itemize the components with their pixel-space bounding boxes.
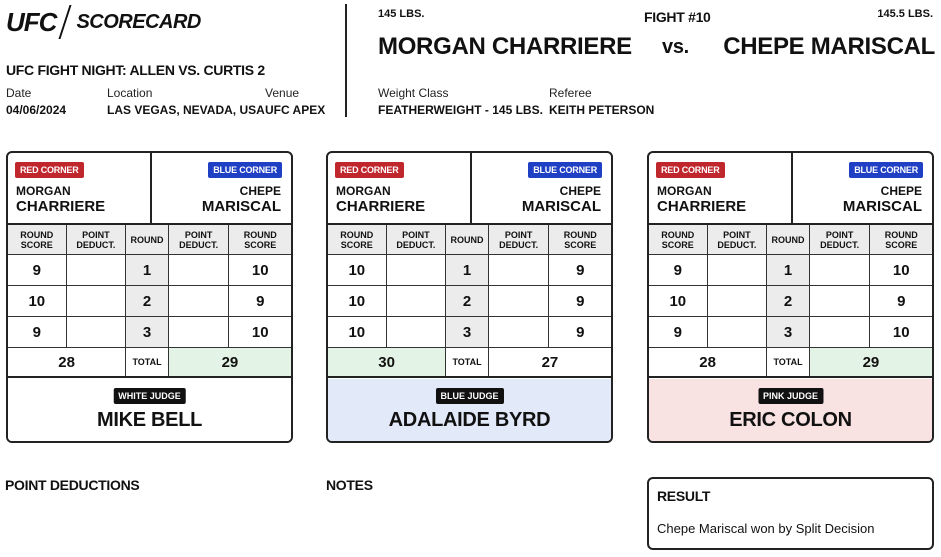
red-round-score: 10	[328, 286, 387, 316]
result-text: Chepe Mariscal won by Split Decision	[657, 521, 875, 536]
total-row	[649, 348, 932, 378]
judge-panel	[8, 379, 291, 443]
total-label	[446, 348, 489, 376]
blue-point-deduct	[169, 255, 230, 285]
round-row	[649, 255, 932, 286]
total-row	[328, 348, 611, 378]
location-label: Location	[107, 86, 153, 100]
blue-point-deduct	[489, 317, 550, 347]
red-point-deduct	[387, 286, 447, 316]
judge-panel	[328, 379, 611, 443]
red-corner-badge: RED CORNER	[335, 162, 404, 178]
red-first-name: MORGAN	[16, 184, 71, 198]
blue-total-value: 27	[541, 353, 559, 371]
round-row	[328, 317, 611, 348]
red-point-deduct	[387, 255, 447, 285]
blue-total-score	[489, 348, 611, 376]
blue-point-deduct	[489, 255, 550, 285]
blue-point-deduct	[810, 286, 871, 316]
blue-fighter-name: CHEPE MARISCAL	[723, 33, 935, 60]
fight-number: FIGHT #10	[644, 9, 711, 25]
judge-badge: PINK JUDGE	[758, 388, 823, 404]
red-round-score: 9	[649, 255, 708, 285]
score-table	[8, 225, 291, 378]
judge-scorecard	[6, 151, 293, 443]
round-number: 2	[767, 286, 810, 316]
judge-name: ADALAIDE BYRD	[388, 409, 551, 431]
total-label-text: TOTAL	[773, 357, 803, 367]
blue-corner-badge: BLUE CORNER	[208, 162, 282, 178]
blue-point-deduct	[810, 317, 871, 347]
red-first-name: MORGAN	[336, 184, 391, 198]
blue-corner-badge: BLUE CORNER	[849, 162, 923, 178]
header-divider	[470, 153, 472, 225]
judge-name: ERIC COLON	[729, 409, 852, 431]
blue-round-score: 10	[892, 323, 910, 341]
blue-round-score: 10	[892, 261, 910, 279]
date-label: Date	[6, 86, 32, 100]
round-number: 2	[126, 286, 169, 316]
blue-first-name: CHEPE	[559, 184, 601, 198]
red-corner-badge: RED CORNER	[15, 162, 84, 178]
total-row	[8, 348, 291, 378]
red-point-deduct	[708, 286, 768, 316]
referee-value: KEITH PETERSON	[549, 103, 655, 117]
score-table-header	[8, 225, 291, 255]
result-heading: RESULT	[657, 488, 711, 504]
round-row	[649, 317, 932, 348]
red-round-score: 10	[328, 255, 387, 285]
round-number: 1	[126, 255, 169, 285]
blue-corner-badge: BLUE CORNER	[528, 162, 602, 178]
total-label-text: TOTAL	[132, 357, 162, 367]
ufc-logo-text: UFC	[6, 6, 57, 37]
blue-last-name: MARISCAL	[842, 198, 922, 215]
total-label-text: TOTAL	[452, 357, 482, 367]
score-table	[649, 225, 932, 378]
blue-last-name: MARISCAL	[201, 198, 281, 215]
blue-round-score-header: ROUND SCORE	[884, 229, 918, 250]
event-title: UFC FIGHT NIGHT: ALLEN VS. CURTIS 2	[6, 62, 265, 78]
result-box	[647, 477, 934, 550]
round-row	[649, 286, 932, 317]
date-value: 04/06/2024	[6, 103, 67, 117]
blue-round-score: 9	[576, 261, 585, 279]
round-row	[328, 286, 611, 317]
referee-label: Referee	[549, 86, 592, 100]
weight-class-value: FEATHERWEIGHT - 145 LBS.	[378, 103, 543, 117]
blue-round-score-header: ROUND SCORE	[243, 229, 277, 250]
red-point-deduct	[387, 317, 447, 347]
blue-point-deduct-header: POINT DEDUCT.	[169, 225, 230, 254]
blue-first-name: CHEPE	[239, 184, 281, 198]
venue-label: Venue	[265, 86, 300, 100]
blue-round-score: 9	[897, 292, 906, 310]
red-round-score-header: ROUND SCORE	[328, 225, 387, 254]
blue-fighter-weight: 145.5 LBS.	[877, 8, 933, 20]
round-row	[8, 317, 291, 348]
total-label	[126, 348, 169, 376]
red-round-score: 10	[328, 317, 387, 347]
point-deductions-heading: POINT DEDUCTIONS	[5, 477, 140, 493]
blue-round-score: 9	[256, 292, 265, 310]
blue-last-name: MARISCAL	[521, 198, 601, 215]
red-round-score-header: ROUND SCORE	[649, 225, 708, 254]
round-header: ROUND	[767, 225, 810, 254]
score-table-header	[649, 225, 932, 255]
red-round-score: 10	[649, 286, 708, 316]
blue-point-deduct	[810, 255, 871, 285]
judge-badge: WHITE JUDGE	[113, 388, 186, 404]
red-point-deduct	[708, 317, 768, 347]
ufc-scorecard-logo	[6, 4, 201, 40]
red-round-score: 9	[649, 317, 708, 347]
round-header: ROUND	[446, 225, 489, 254]
red-fighter-card-name	[16, 183, 105, 215]
location-value: LAS VEGAS, NEVADA, USA	[107, 103, 265, 117]
red-fighter-name: MORGAN CHARRIERE	[378, 33, 632, 60]
blue-first-name: CHEPE	[880, 184, 922, 198]
vs-label: vs.	[662, 36, 689, 58]
notes-heading: NOTES	[326, 477, 373, 493]
round-number: 2	[446, 286, 489, 316]
judge-name: MIKE BELL	[96, 409, 203, 431]
red-point-deduct	[708, 255, 768, 285]
red-total-value: 30	[378, 353, 395, 371]
round-number: 3	[126, 317, 169, 347]
red-fighter-card-name	[657, 183, 746, 215]
total-label	[767, 348, 810, 376]
red-last-name: CHARRIERE	[16, 198, 106, 215]
logo-divider	[59, 5, 72, 39]
score-table	[328, 225, 611, 378]
header-divider	[345, 4, 347, 117]
blue-round-score-header: ROUND SCORE	[563, 229, 597, 250]
blue-total-value: 29	[862, 353, 880, 371]
weight-class-label: Weight Class	[378, 86, 449, 100]
round-header: ROUND	[126, 225, 169, 254]
blue-fighter-card-name	[843, 183, 922, 215]
blue-point-deduct	[169, 286, 230, 316]
blue-point-deduct	[169, 317, 230, 347]
blue-total-score	[169, 348, 291, 376]
blue-fighter-card-name	[202, 183, 281, 215]
round-row	[328, 255, 611, 286]
round-row	[8, 255, 291, 286]
scorecard-header	[328, 153, 611, 225]
scorecard-header	[649, 153, 932, 225]
blue-total-score	[810, 348, 932, 376]
red-fighter-weight: 145 LBS.	[378, 8, 425, 20]
red-last-name: CHARRIERE	[657, 198, 747, 215]
red-point-deduct	[67, 317, 127, 347]
blue-round-score: 9	[576, 292, 585, 310]
round-number: 1	[767, 255, 810, 285]
header-divider	[150, 153, 152, 225]
blue-fighter-card-name	[522, 183, 601, 215]
blue-point-deduct-header: POINT DEDUCT.	[810, 225, 871, 254]
score-table-header	[328, 225, 611, 255]
round-row	[8, 286, 291, 317]
red-total-score	[328, 348, 446, 376]
red-point-deduct-header: POINT DEDUCT.	[387, 225, 447, 254]
round-number: 3	[767, 317, 810, 347]
round-number: 1	[446, 255, 489, 285]
red-corner-badge: RED CORNER	[656, 162, 725, 178]
round-number: 3	[446, 317, 489, 347]
red-round-score: 10	[8, 286, 67, 316]
red-fighter-card-name	[336, 183, 425, 215]
blue-point-deduct	[489, 286, 550, 316]
red-round-score-header: ROUND SCORE	[8, 225, 67, 254]
judge-scorecard	[326, 151, 613, 443]
scorecard-header	[8, 153, 291, 225]
red-point-deduct	[67, 286, 127, 316]
header-divider	[791, 153, 793, 225]
blue-round-score: 10	[251, 261, 269, 279]
red-total-score	[649, 348, 767, 376]
red-point-deduct	[67, 255, 127, 285]
blue-round-score: 10	[251, 323, 269, 341]
red-round-score: 9	[8, 317, 67, 347]
judge-badge: BLUE JUDGE	[435, 388, 503, 404]
red-round-score: 9	[8, 255, 67, 285]
judge-scorecard	[647, 151, 934, 443]
scorecard-title: SCORECARD	[76, 10, 201, 33]
red-total-score	[8, 348, 126, 376]
blue-total-value: 29	[221, 353, 239, 371]
blue-round-score: 9	[576, 323, 585, 341]
red-point-deduct-header: POINT DEDUCT.	[67, 225, 127, 254]
blue-point-deduct-header: POINT DEDUCT.	[489, 225, 550, 254]
venue-value: UFC APEX	[265, 103, 326, 117]
red-total-value: 28	[699, 353, 716, 371]
red-last-name: CHARRIERE	[336, 198, 426, 215]
red-point-deduct-header: POINT DEDUCT.	[708, 225, 768, 254]
judge-panel	[649, 379, 932, 443]
red-first-name: MORGAN	[657, 184, 712, 198]
red-total-value: 28	[58, 353, 75, 371]
